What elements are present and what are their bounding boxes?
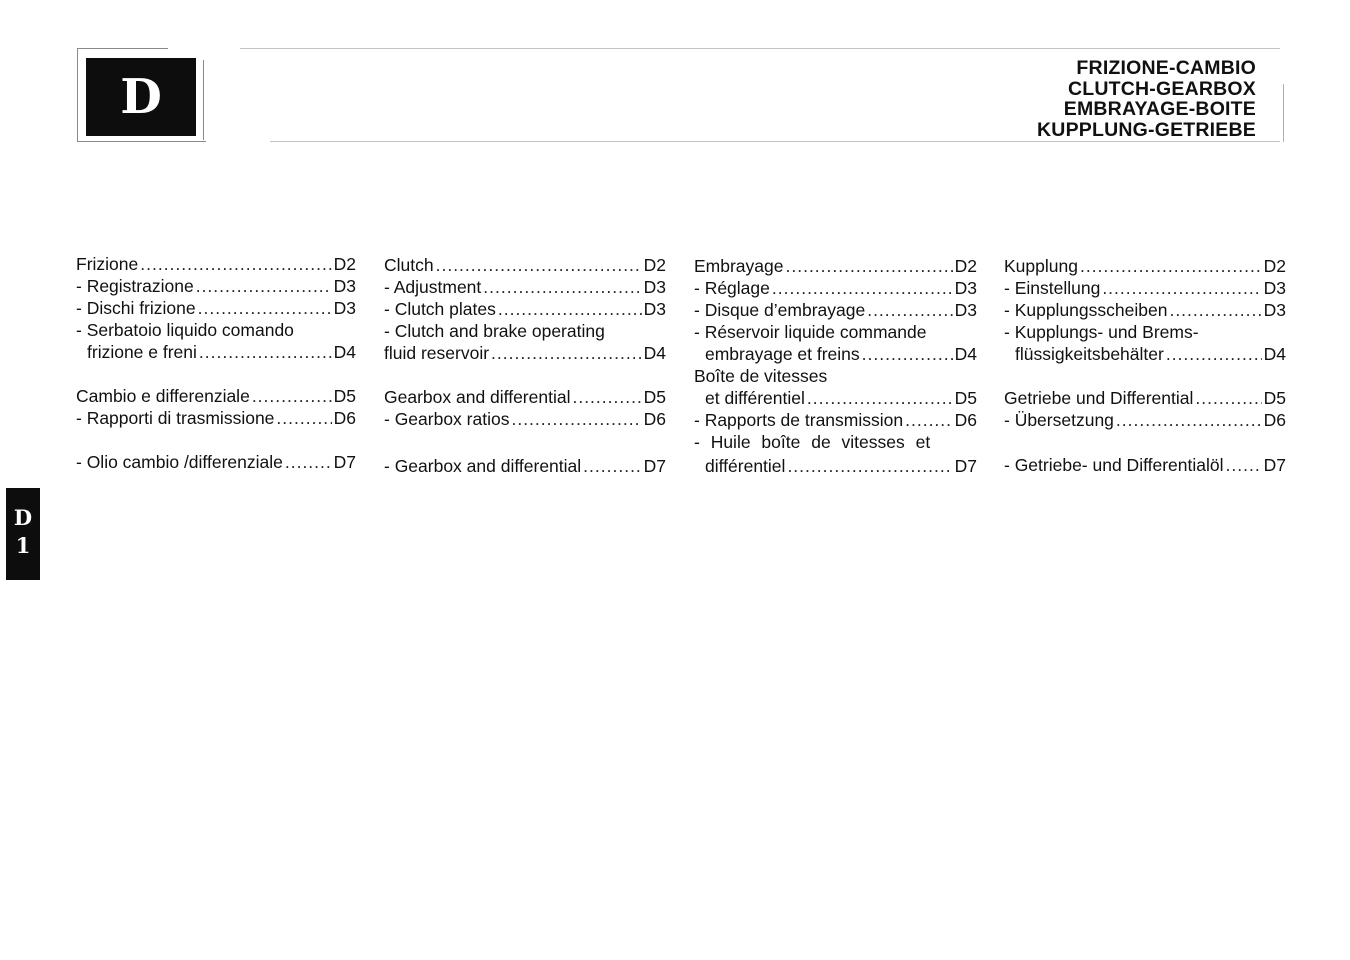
- toc-entry-heading[interactable]: - Huile boîte de vitesses et: [694, 432, 931, 452]
- toc-entry[interactable]: - Disque d’embrayage ..... D3: [694, 300, 977, 322]
- toc-entry[interactable]: - Rapporti di trasmissione ..... D6: [76, 408, 356, 430]
- toc-entry[interactable]: Gearbox and differential ..... D5: [384, 387, 666, 409]
- toc-entry[interactable]: - Gearbox and differential ..... D7: [384, 456, 666, 478]
- chapter-title-it: FRIZIONE-CAMBIO: [1076, 57, 1256, 79]
- toc-entry-heading[interactable]: Boîte de vitesses: [694, 366, 828, 386]
- toc-entry[interactable]: - Adjustment ..... D3: [384, 277, 666, 299]
- toc-entry[interactable]: et différentiel ..... D5: [694, 388, 977, 410]
- toc-entry-heading[interactable]: - Kupplungs- und Brems-: [1004, 322, 1199, 342]
- header-frame-left: [77, 48, 78, 142]
- header-frame-bottom-left: [78, 141, 206, 142]
- chapter-titles: [1037, 58, 1256, 140]
- toc-entry[interactable]: - Getriebe- und Differentialöl ..... D7: [1004, 455, 1286, 477]
- header-frame-top-left: [78, 48, 168, 49]
- toc-entry-heading[interactable]: - Réservoir liquide commande: [694, 322, 927, 342]
- toc-entry-heading[interactable]: - Serbatoio liquido comando: [76, 320, 294, 340]
- toc-entry[interactable]: Frizione ..... D2: [76, 254, 356, 276]
- toc-entry[interactable]: Embrayage ..... D2: [694, 256, 977, 278]
- toc-entry[interactable]: - Dischi frizione ..... D3: [76, 298, 356, 320]
- toc-entry-heading[interactable]: - Clutch and brake operating: [384, 321, 605, 341]
- header-frame-right-box: [203, 60, 204, 140]
- toc-entry[interactable]: Clutch ..... D2: [384, 255, 666, 277]
- side-tab: [6, 488, 40, 580]
- toc-entry[interactable]: - Registrazione ..... D3: [76, 276, 356, 298]
- toc-entry[interactable]: embrayage et freins ..... D4: [694, 344, 977, 366]
- header-rule-top: [240, 48, 1280, 49]
- toc-entry[interactable]: frizione e freni ..... D4: [76, 342, 356, 364]
- toc-entry[interactable]: - Kupplungsscheiben ..... D3: [1004, 300, 1286, 322]
- toc-entry[interactable]: différentiel ..... D7: [694, 456, 977, 478]
- toc-entry[interactable]: - Clutch plates ..... D3: [384, 299, 666, 321]
- toc-entry[interactable]: - Rapports de transmission ..... D6: [694, 410, 977, 432]
- chapter-title-de: KUPPLUNG-GETRIEBE: [1037, 118, 1256, 141]
- toc-entry[interactable]: Cambio e differenziale ..... D5: [76, 386, 356, 408]
- toc-entry[interactable]: Kupplung ..... D2: [1004, 256, 1286, 278]
- side-tab-letter: D: [13, 505, 33, 530]
- toc-entry[interactable]: - Gearbox ratios ..... D6: [384, 409, 666, 431]
- toc-entry[interactable]: flüssigkeitsbehälter ..... D4: [1004, 344, 1286, 366]
- toc-entry[interactable]: - Übersetzung ..... D6: [1004, 410, 1286, 432]
- toc-entry[interactable]: fluid reservoir ..... D4: [384, 343, 666, 365]
- toc-entry[interactable]: - Réglage ..... D3: [694, 278, 977, 300]
- toc-entry[interactable]: - Einstellung ..... D3: [1004, 278, 1286, 300]
- header-frame-right: [1283, 84, 1284, 142]
- header-rule-bottom: [270, 141, 1280, 142]
- toc-entry[interactable]: Getriebe und Differential ..... D5: [1004, 388, 1286, 410]
- chapter-title-en: CLUTCH-GEARBOX: [1067, 77, 1256, 100]
- toc-entry[interactable]: - Olio cambio /differenziale ..... D7: [76, 452, 356, 474]
- section-badge: D: [86, 58, 196, 136]
- chapter-title-fr: EMBRAYAGE-BOITE: [1063, 98, 1256, 120]
- side-tab-number: 1: [15, 533, 31, 558]
